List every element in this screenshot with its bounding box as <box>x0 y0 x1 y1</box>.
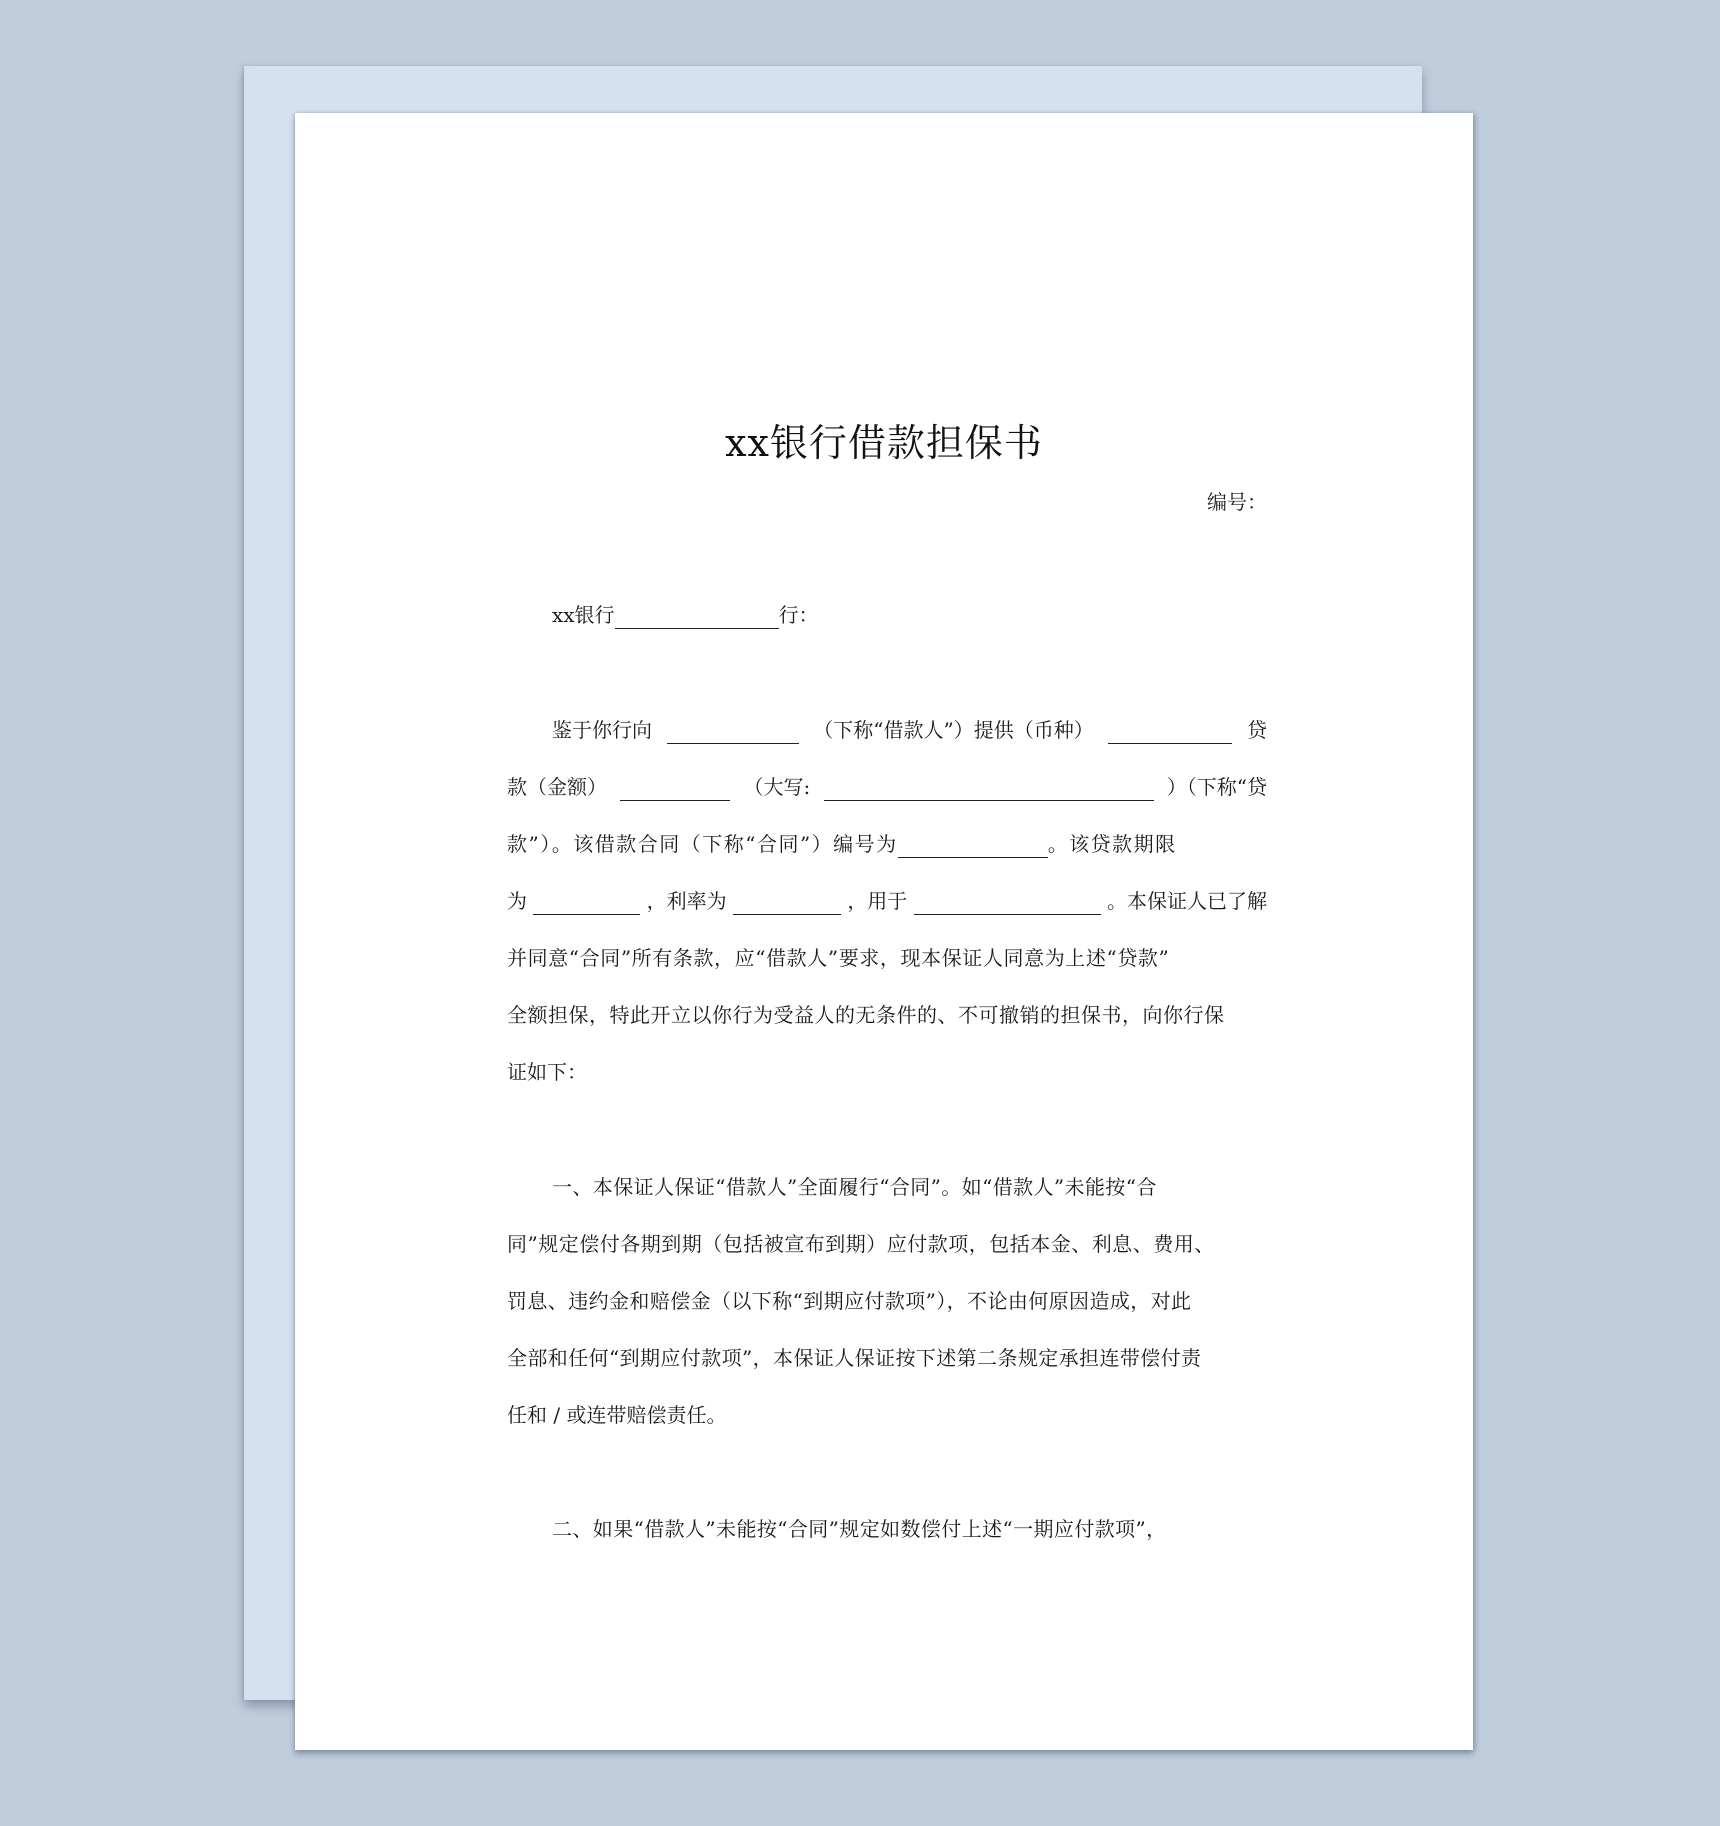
intro-text: ）（下称“贷 <box>1166 775 1267 799</box>
serial-number-line <box>507 474 1267 531</box>
clause-1-line-2 <box>507 1216 1267 1273</box>
clause-text: 罚息、违约金和赔偿金（以下称“到期应付款项”），不论由何原因造成，对此 <box>507 1289 1192 1313</box>
addressee-suffix: 行： <box>778 603 819 627</box>
intro-text: ，利率为 <box>646 889 727 913</box>
intro-line-3 <box>507 816 1267 873</box>
intro-text: （大写: <box>743 775 811 799</box>
intro-line-5 <box>507 930 1267 987</box>
clause-1-line-5 <box>507 1387 1267 1444</box>
document-title: xx银行借款担保书 <box>725 421 1043 465</box>
amount-blank[interactable] <box>620 780 730 801</box>
intro-line-1 <box>552 702 1267 759</box>
intro-text: 全额担保，特此开立以你行为受益人的无条件的、不可撤销的担保书，向你行保 <box>507 1003 1225 1027</box>
clause-2-line-1 <box>552 1501 1267 1558</box>
clause-1-line-1 <box>552 1159 1267 1216</box>
clause-text: 同”规定偿付各期到期（包括被宣布到期）应付款项，包括本金、利息、费用、 <box>507 1232 1215 1256</box>
intro-text: 证如下： <box>507 1060 587 1084</box>
contract-number-blank[interactable] <box>898 837 1048 858</box>
intro-text: 为 <box>507 889 527 913</box>
branch-name-blank[interactable] <box>615 608 779 629</box>
intro-text: 并同意“合同”所有条款，应“借款人”要求，现本保证人同意为上述“贷款” <box>507 946 1170 970</box>
intro-text: 。本保证人已了解 <box>1106 889 1267 913</box>
intro-text: ，用于 <box>847 889 908 913</box>
intro-text: 款（金额） <box>507 775 607 799</box>
serial-number-label: 编号： <box>1207 490 1267 514</box>
intro-text: 鉴于你行向 <box>552 718 652 742</box>
amount-in-words-blank[interactable] <box>824 780 1154 801</box>
clause-1-line-3 <box>507 1273 1267 1330</box>
intro-text: 款”）。该借款合同（下称“合同”）编号为 <box>507 832 898 856</box>
loan-term-blank[interactable] <box>533 894 640 915</box>
loan-purpose-blank[interactable] <box>914 894 1101 915</box>
clause-1-line-4 <box>507 1330 1267 1387</box>
clause-text: 二、如果“借款人”未能按“合同”规定如数偿付上述“一期应付款项”， <box>552 1517 1167 1541</box>
intro-line-7 <box>507 1044 1267 1101</box>
intro-line-6 <box>507 987 1267 1044</box>
intro-text: 贷 <box>1246 718 1267 742</box>
intro-line-4 <box>507 873 1267 930</box>
intro-text: （下称“借款人”）提供（币种） <box>813 718 1094 742</box>
interest-rate-blank[interactable] <box>733 894 841 915</box>
clause-text: 全部和任何“到期应付款项”，本保证人保证按下述第二条规定承担连带偿付责 <box>507 1346 1202 1370</box>
intro-text: 。该贷款期限 <box>1047 832 1177 856</box>
intro-line-2 <box>507 759 1267 816</box>
addressee-prefix: xx银行 <box>552 603 615 627</box>
borrower-blank[interactable] <box>667 723 799 744</box>
currency-blank[interactable] <box>1108 723 1232 744</box>
clause-text: 任和 / 或连带赔偿责任。 <box>507 1403 727 1427</box>
clause-text: 一、本保证人保证“借款人”全面履行“合同”。如“借款人”未能按“合 <box>552 1175 1157 1199</box>
addressee-line <box>552 587 1267 644</box>
